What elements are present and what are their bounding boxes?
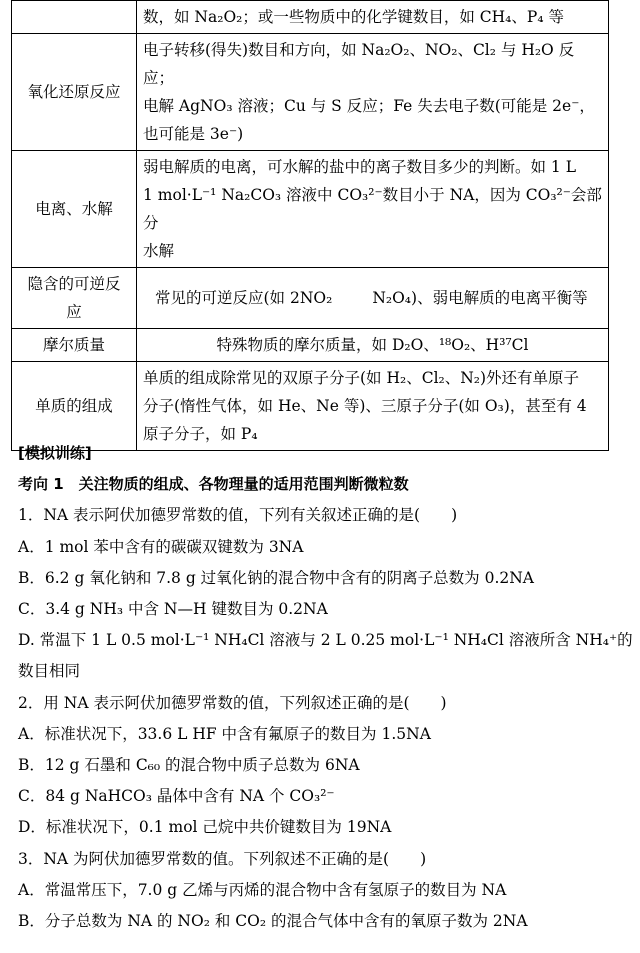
- description-line: 单质的组成除常见的双原子分子(如 H₂、Cl₂、N₂)外还有单原子: [143, 369, 580, 387]
- option-line: A．标准状况下，33.6 L HF 中含有氟原子的数目为 1.5NA: [18, 724, 431, 743]
- description-line: 原子分子，如 P₄: [143, 425, 258, 443]
- table-description-cell: [137, 151, 609, 268]
- description-line: 特殊物质的摩尔质量，如 D₂O、¹⁸O₂、H³⁷Cl: [216, 336, 529, 354]
- table-category-cell: 氧化还原反应: [12, 34, 137, 151]
- table-category-cell: [12, 268, 137, 329]
- table-description-cell: [137, 34, 609, 151]
- description-line: 电子转移(得失)数目和方向，如 Na₂O₂、NO₂、Cl₂ 与 H₂O 反应；: [143, 41, 575, 87]
- category-line: 隐含的可逆反: [27, 275, 121, 293]
- option-line: D．标准状况下，0.1 mol 己烷中共价键数目为 19NA: [18, 818, 392, 837]
- option-line: C．3.4 g NH₃ 中含 N—H 键数目为 0.2NA: [18, 600, 328, 619]
- practice-section: [18, 438, 633, 937]
- description-line: 水解: [143, 242, 175, 260]
- option-line: C．84 g NaHCO₃ 晶体中含有 NA 个 CO₃²⁻: [18, 787, 335, 806]
- description-line: 弱电解质的电离，可水解的盐中的离子数目多少的判断。如 1 L: [143, 158, 577, 176]
- table-row: [12, 151, 609, 268]
- category-line: 应: [66, 303, 82, 321]
- table-category-cell: [12, 1, 137, 34]
- section-title: [模拟训练]: [18, 444, 92, 462]
- option-line: A．1 mol 苯中含有的碳碳双键数为 3NA: [18, 537, 304, 556]
- section-topic: 考向 1 关注物质的组成、各物理量的适用范围判断微粒数: [18, 475, 409, 494]
- table-category-cell: 电离、水解: [12, 151, 137, 268]
- option-line: D. 常温下 1 L 0.5 mol·L⁻¹ NH₄Cl 溶液与 2 L 0.25 mol·L⁻¹ NH₄Cl 溶液所含 NH₄⁺的: [18, 631, 633, 650]
- option-line: B．6.2 g 氧化钠和 7.8 g 过氧化钠的混合物中含有的阴离子总数为 0.2NA: [18, 568, 535, 587]
- description-line: 分子(惰性气体，如 He、Ne 等)、三原子分子(如 O₃)，甚至有 4: [143, 397, 587, 415]
- description-line: 也可能是 3e⁻): [143, 125, 244, 143]
- option-line: B．12 g 石墨和 C₆₀ 的混合物中质子总数为 6NA: [18, 756, 360, 775]
- question-line: 3．NA 为阿伏加德罗常数的值。下列叙述不正确的是( ): [18, 849, 427, 868]
- table-row: [12, 329, 609, 362]
- option-line: B．分子总数为 NA 的 NO₂ 和 CO₂ 的混合气体中含有的氧原子数为 2NA: [18, 912, 528, 931]
- table-row: [12, 1, 609, 34]
- description-line: 1 mol·L⁻¹ Na₂CO₃ 溶液中 CO₃²⁻数目小于 NA，因为 CO₃²⁻会部分: [143, 186, 602, 232]
- table-description-cell: [137, 329, 609, 362]
- option-line: A．常温常压下，7.0 g 乙烯与丙烯的混合物中含有氢原子的数目为 NA: [18, 880, 507, 899]
- table-row: [12, 34, 609, 151]
- table-category-cell: 摩尔质量: [12, 329, 137, 362]
- description-line: 电解 AgNO₃ 溶液；Cu 与 S 反应；Fe 失去电子数(可能是 2e⁻，: [143, 97, 595, 115]
- table-row: [12, 268, 609, 329]
- table-description-cell: [137, 1, 609, 34]
- knowledge-table: [11, 0, 609, 451]
- table-category-cell: 单质的组成: [12, 362, 137, 451]
- table-description-cell: [137, 268, 609, 329]
- reversible-text-b: N₂O₄)、弱电解质的电离平衡等: [372, 289, 588, 307]
- description-line: 数，如 Na₂O₂；或一些物质中的化学键数目，如 CH₄、P₄ 等: [143, 8, 564, 26]
- question-line: 2．用 NA 表示阿伏加德罗常数的值，下列叙述正确的是( ): [18, 693, 447, 712]
- reversible-text-a: 常见的可逆反应(如 2NO₂: [155, 289, 333, 307]
- question-line: 1．NA 表示阿伏加德罗常数的值，下列有关叙述正确的是( ): [18, 506, 458, 525]
- option-line: 数目相同: [18, 662, 81, 681]
